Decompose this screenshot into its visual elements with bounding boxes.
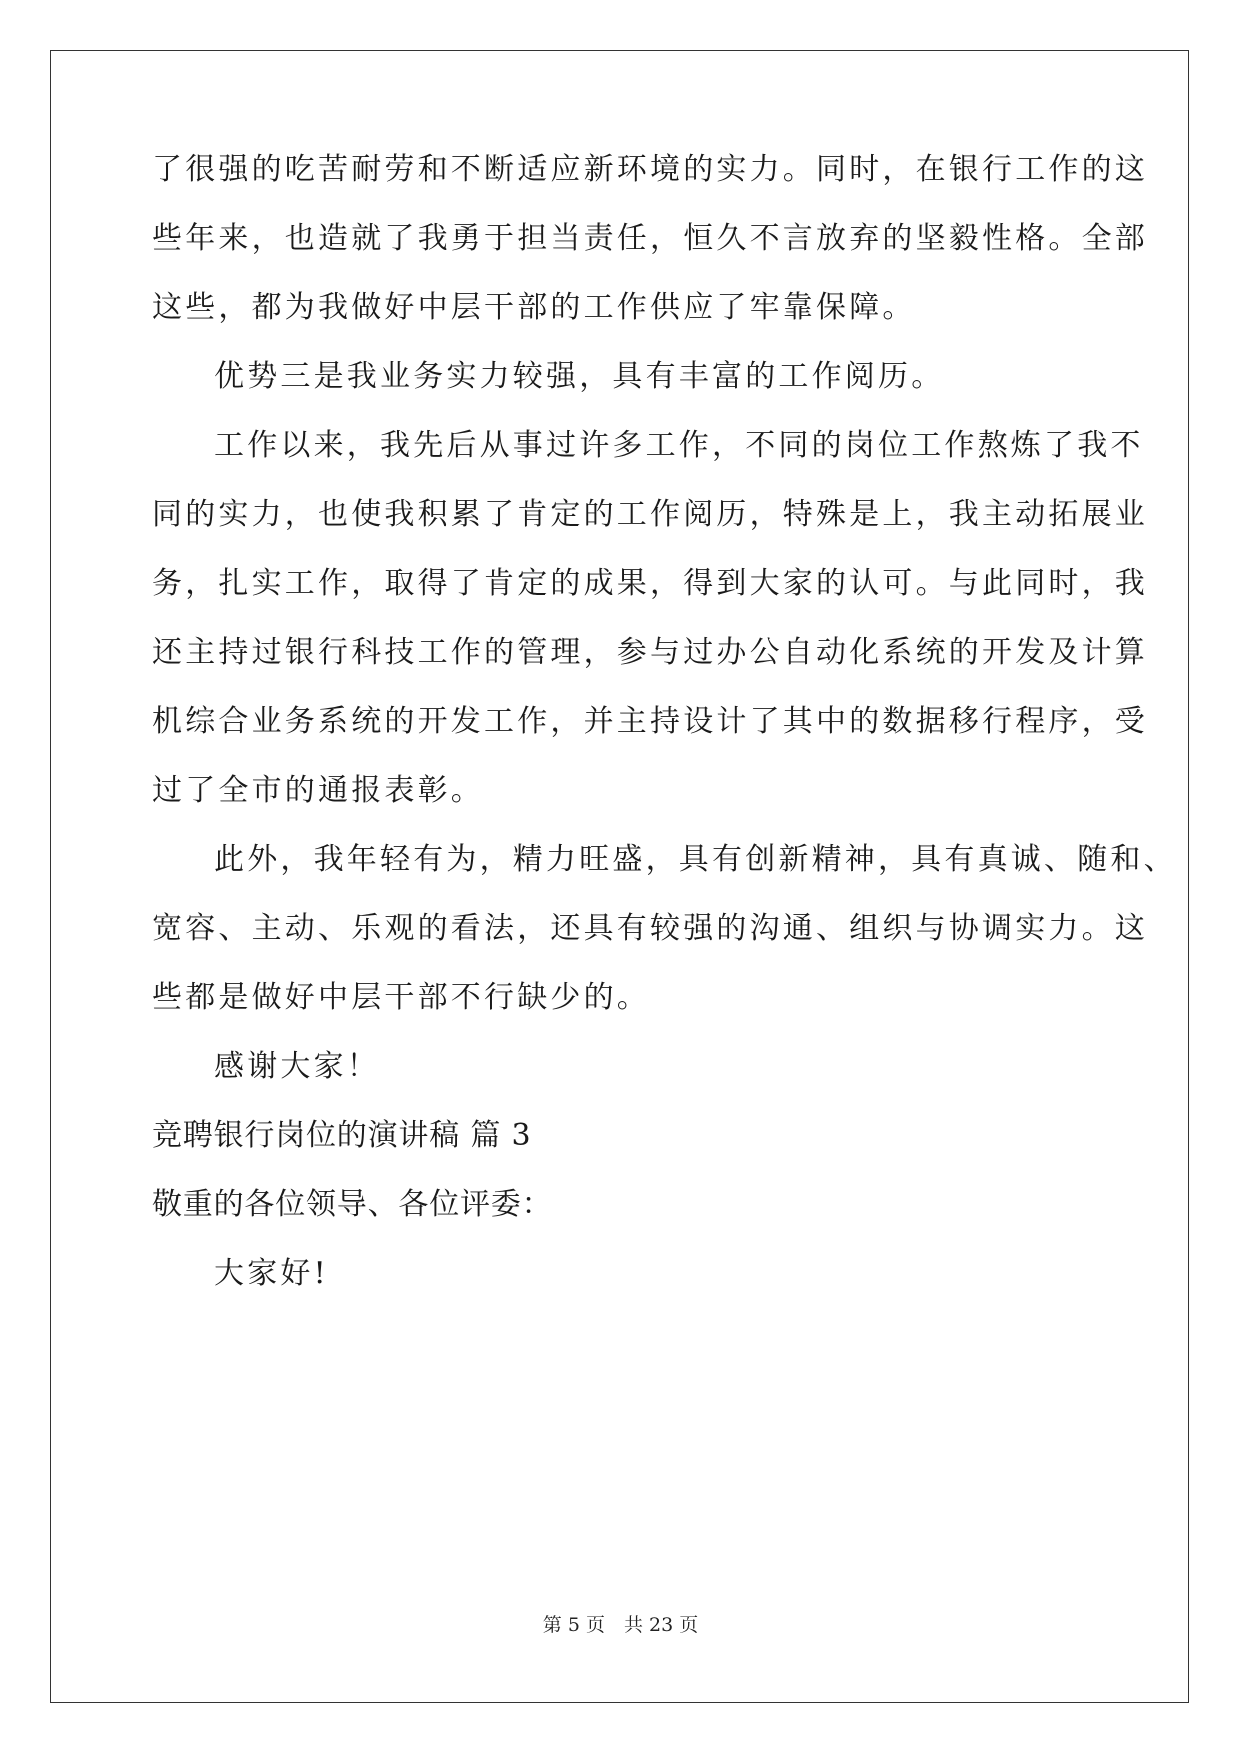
paragraph-start-line: 此外，我年轻有为，精力旺盛，具有创新精神，具有真诚、随和、 <box>214 842 1177 877</box>
paragraph-start-line: 优势三是我业务实力较强，具有丰富的工作阅历。 <box>214 359 945 394</box>
paragraph-start-line: 工作以来，我先后从事过许多工作，不同的岗位工作熬炼了我不 <box>214 428 1144 463</box>
text-line: 过了全市的通报表彰。 <box>152 773 484 808</box>
page-number-footer: 第 5 页 共 23 页 <box>542 1614 699 1636</box>
text-line: 宽容、主动、乐观的看法，还具有较强的沟通、组织与协调实力。这 <box>152 911 1148 946</box>
text-line: 些都是做好中层干部不行缺少的。 <box>152 980 650 1015</box>
text-line: 机综合业务系统的开发工作，并主持设计了其中的数据移行程序，受 <box>152 704 1148 739</box>
text-line: 了很强的吃苦耐劳和不断适应新环境的实力。同时，在银行工作的这 <box>152 152 1148 187</box>
closing-thanks: 感谢大家！ <box>214 1049 380 1084</box>
text-line: 些年来，也造就了我勇于担当责任，恒久不言放弃的坚毅性格。全部 <box>152 221 1148 256</box>
greeting: 大家好! <box>214 1256 329 1291</box>
section-heading: 竞聘银行岗位的演讲稿 篇 3 <box>152 1118 532 1153</box>
text-line: 务，扎实工作，取得了肯定的成果，得到大家的认可。与此同时，我 <box>152 566 1148 601</box>
text-line: 同的实力，也使我积累了肯定的工作阅历，特殊是上，我主动拓展业 <box>152 497 1148 532</box>
salutation: 敬重的各位领导、各位评委： <box>152 1187 553 1222</box>
text-line: 还主持过银行科技工作的管理，参与过办公自动化系统的开发及计算 <box>152 635 1148 670</box>
text-line: 这些，都为我做好中层干部的工作供应了牢靠保障。 <box>152 290 916 325</box>
